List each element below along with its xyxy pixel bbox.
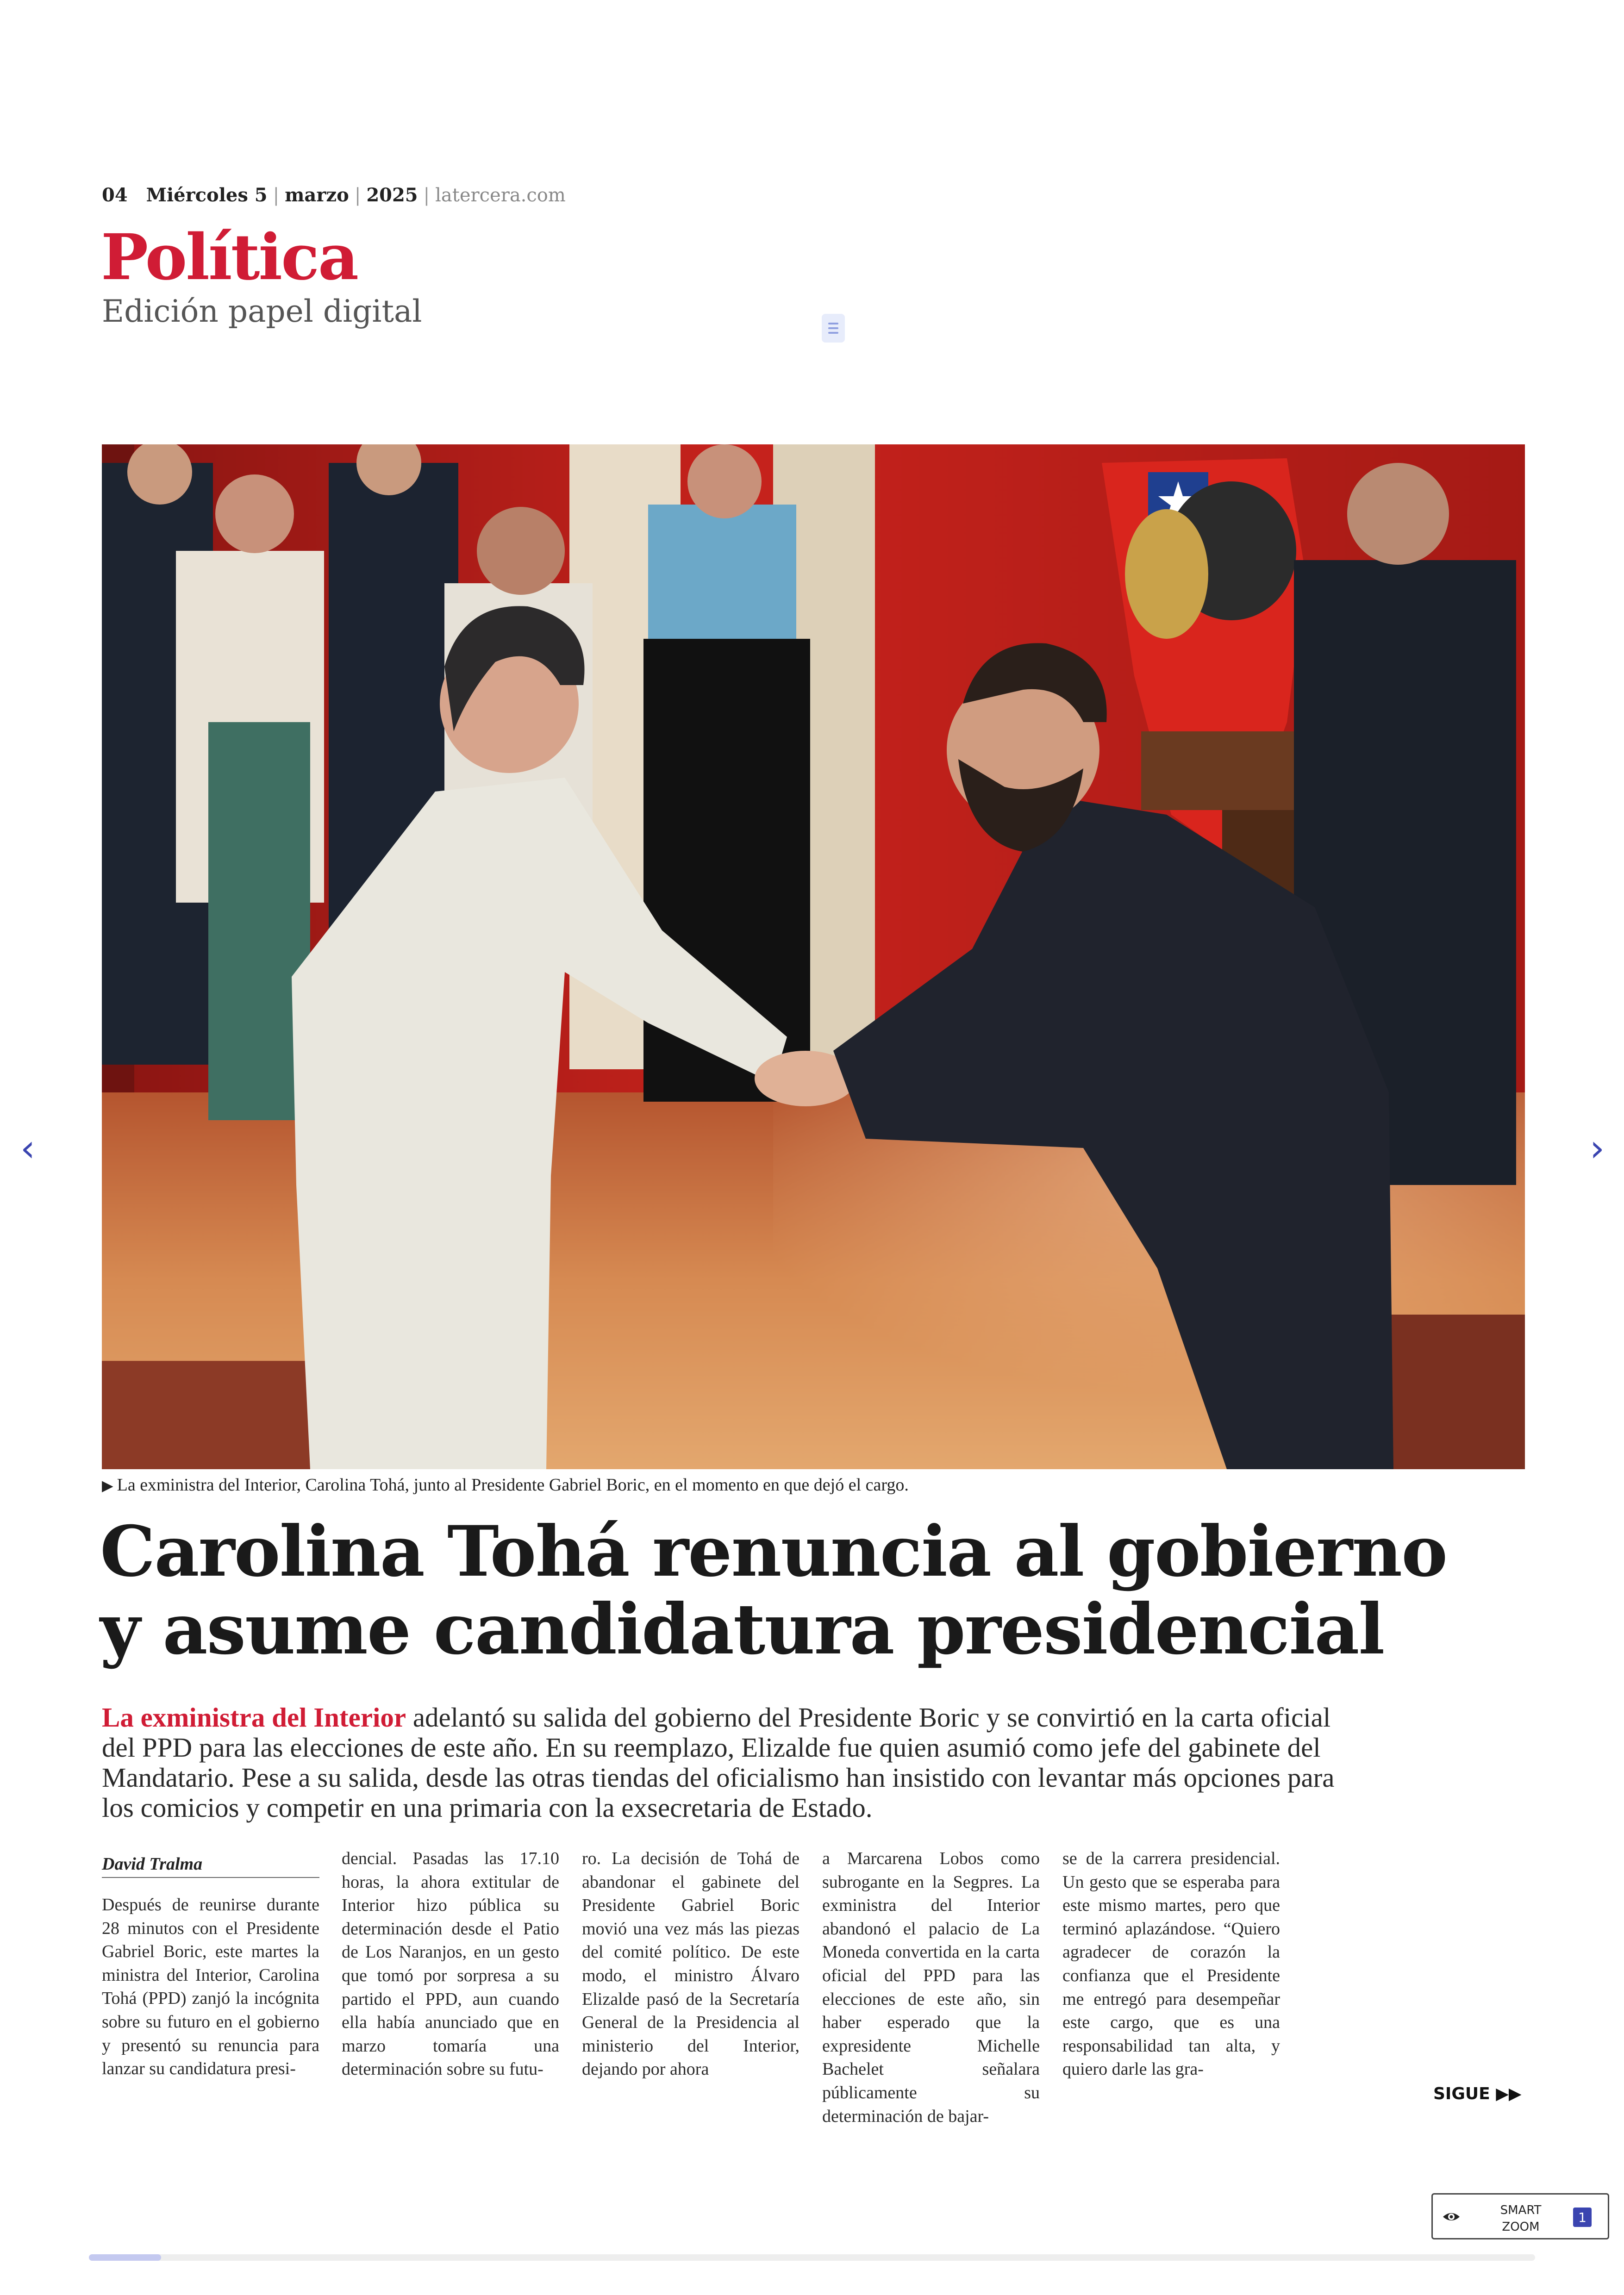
smart-zoom-button[interactable]	[1431, 2193, 1609, 2239]
page-progress-fill	[89, 2254, 161, 2261]
date-weekday: Miércoles 5	[146, 184, 268, 206]
smart-zoom-label	[1488, 2202, 1553, 2235]
article-photo	[102, 444, 1525, 1469]
chevron-left-icon: ‹	[20, 1126, 35, 1170]
dateline: 04 Miércoles 5 | marzo | 2025 | latercera.com	[102, 184, 566, 206]
body-column-2: dencial. Pasadas las 17.10 horas, la ahora extitular de Interior hizo pública su determinación desde el Patio de Los Naranjos, en un gesto que tomó por sorpresa a su partido el PPD, aun cuando ella había anunciado que en marzo tomaría una determinación sobre su futu-	[342, 1849, 559, 2079]
lead-highlight: La exministra del Interior	[102, 1702, 406, 1733]
section-title: Política	[101, 220, 358, 294]
body-column-4: a Marcarena Lobos como subrogante en la Segpres. La exministra del Interior abandonó el palacio de La Moneda convertida en la carta oficial del PPD para las elecciones de este año, sin haber esperado que la expresidente Michelle Bachelet señalara públicamente su determinación de bajar-	[822, 1849, 1040, 2126]
zoom-level-badge: 1	[1573, 2208, 1592, 2227]
body-column-5: se de la carrera presidencial. Un gesto que se esperaba para este mismo martes, pero que terminó aplazándose. “Quiero agradecer de corazón la confianza que el Presidente me entregó para desempeñar este cargo, que es una responsabilidad tan alta, y quiero darle las gra-	[1062, 1849, 1280, 2079]
smart-zoom-label-line-2: ZOOM	[1502, 2220, 1540, 2234]
continue-label: SIGUE ▶▶	[1433, 2084, 1522, 2103]
page-number: 04	[102, 184, 128, 206]
headline-line-1: Carolina Tohá renuncia al gobierno	[100, 1511, 1447, 1592]
photo-caption: ▶ La exministra del Interior, Carolina Tohá, junto al Presidente Gabriel Boric, en el momento en que dejó el cargo.	[102, 1475, 909, 1495]
smart-zoom-label-line-1: SMART	[1500, 2203, 1542, 2217]
body-column-1: Después de reunirse durante 28 minutos con el Presidente Gabriel Boric, este martes la ministra del Interior, Carolina Tohá (PPD) zanjó la incógnita sobre su futuro en el gobierno y presentó su renuncia para lanzar su candidatura presi-	[102, 1895, 319, 2079]
body-column-3: ro. La decisión de Tohá de abandonar el gabinete del Presidente Gabriel Boric movió una vez más las piezas del comité político. De este modo, el ministro Álvaro Elizalde pasó de la Secretaría General de la Presidencia al ministerio del Interior, dejando por ahora	[582, 1849, 800, 2079]
previous-page-button[interactable]	[5, 1125, 51, 1171]
notes-icon[interactable]	[822, 314, 845, 343]
page-progress-track[interactable]	[89, 2254, 1535, 2261]
headline-line-2: y asume candidatura presidencial	[100, 1589, 1384, 1670]
article-lead	[102, 1703, 1352, 1823]
article-headline	[100, 1513, 1489, 1668]
eye-icon	[1442, 2208, 1461, 2226]
author-byline: David Tralma	[102, 1854, 319, 1878]
photo-caption-text: La exministra del Interior, Carolina Tohá, junto al Presidente Gabriel Boric, en el momento en que dejó el cargo.	[117, 1475, 909, 1495]
edition-label: Edición papel digital	[102, 293, 422, 329]
date-year: 2025	[366, 184, 418, 206]
site-name: latercera.com	[435, 185, 566, 206]
date-month: marzo	[285, 184, 349, 206]
next-page-button[interactable]	[1574, 1125, 1620, 1171]
lead-text: adelantó su salida del gobierno del Presidente Boric y se convirtió en la carta oficial del PPD para las elecciones de este año. En su reemplazo, Elizalde fue quien asumió como jefe del gabinete del Mandatario. Pese a su salida, desde las otras tiendas del oficialismo han insistido con levantar más opciones para los comicios y competir en una primaria con la exsecretaria de Estado.	[102, 1702, 1335, 1823]
chevron-right-icon: ›	[1590, 1126, 1605, 1170]
